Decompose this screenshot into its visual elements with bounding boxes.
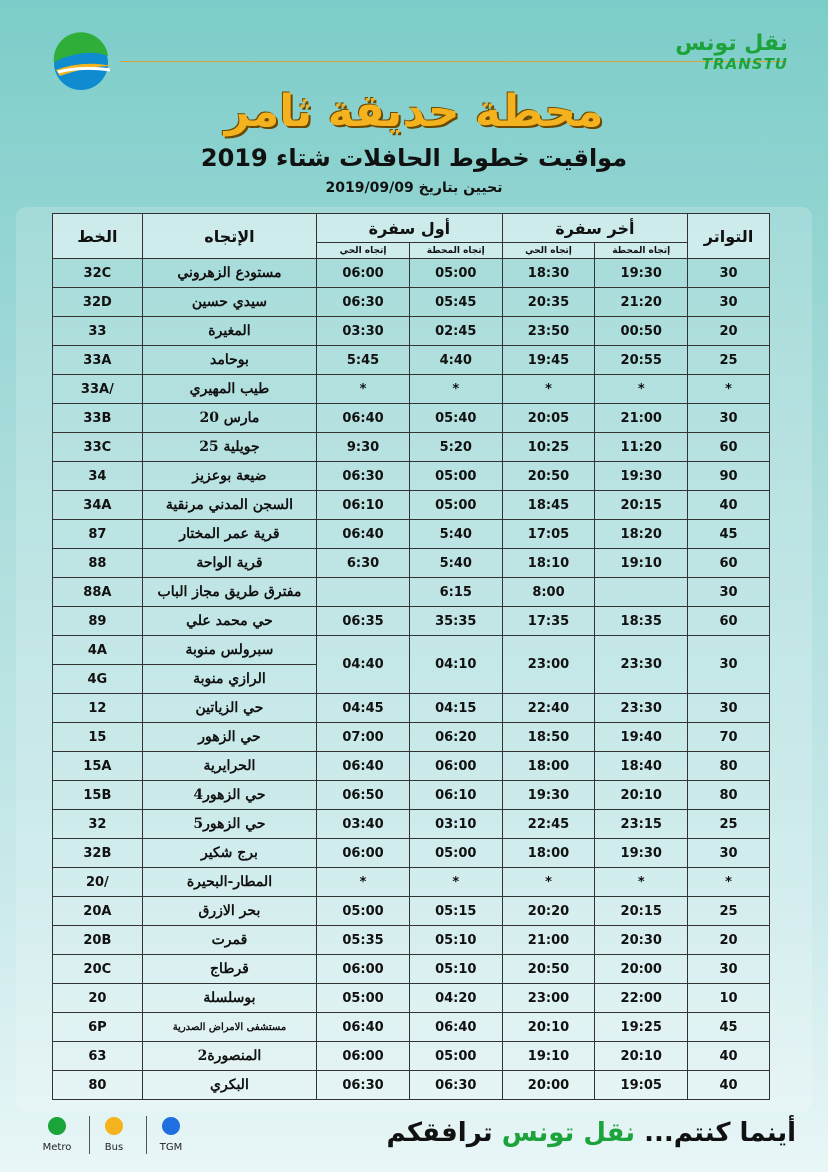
last-to-station: 21:20 [595,288,688,317]
last-to-district: 18:45 [502,491,595,520]
update-date-line [0,180,828,196]
first-to-district: 06:00 [317,955,410,984]
line-code: 80 [53,1071,143,1100]
first-to-station: 6:15 [409,578,502,607]
slogan-start: أينما كنتم... [644,1118,796,1148]
first-to-district: 06:50 [317,781,410,810]
line-code: 63 [53,1042,143,1071]
direction-name: حي محمد علي [142,607,316,636]
last-to-district: 22:45 [502,810,595,839]
last-to-district: 20:05 [502,404,595,433]
first-to-district: 04:45 [317,694,410,723]
line-code: 32D [53,288,143,317]
direction-name: حي الزياتين [142,694,316,723]
line-code: 20 [53,984,143,1013]
table-row [53,520,770,549]
line-code: 34 [53,462,143,491]
last-to-district: 23:00 [502,636,595,694]
table-row [53,839,770,868]
first-to-station: 05:00 [409,1042,502,1071]
frequency: 25 [688,346,770,375]
frequency: 45 [688,1013,770,1042]
first-to-district: 06:35 [317,607,410,636]
header-first-trip: أول سفرة [317,214,502,243]
line-code: 89 [53,607,143,636]
header-last-to-district: إتجاه الحي [502,243,595,259]
table-row [53,984,770,1013]
first-to-district: 06:40 [317,1013,410,1042]
first-to-district: 06:40 [317,752,410,781]
last-to-district: 18:00 [502,752,595,781]
first-to-district: 06:40 [317,520,410,549]
first-to-district: 06:10 [317,491,410,520]
last-to-station: 20:30 [595,926,688,955]
table-row [53,1071,770,1100]
direction-name: جويلية 25 [142,433,316,462]
frequency: 30 [688,636,770,694]
table-row [53,259,770,288]
frequency: 30 [688,288,770,317]
direction-name: مارس 20 [142,404,316,433]
line-code: 87 [53,520,143,549]
table-row [53,1042,770,1071]
transport-modes [36,1112,236,1162]
timetable-body-a [53,259,770,636]
last-to-district: 10:25 [502,433,595,462]
direction-name: البكري [142,1071,316,1100]
table-row [53,897,770,926]
first-to-district: 05:00 [317,897,410,926]
first-to-district: 03:40 [317,810,410,839]
header-first-to-district: إتجاه الحي [317,243,410,259]
last-to-station: 23:30 [595,694,688,723]
last-to-district: * [502,375,595,404]
first-to-station: 06:20 [409,723,502,752]
table-row [53,433,770,462]
first-to-station: 04:15 [409,694,502,723]
direction-name: الرازي منوبة [142,665,316,694]
slogan [387,1118,796,1148]
last-to-station: * [595,375,688,404]
first-to-district: * [317,375,410,404]
last-to-station: 18:40 [595,752,688,781]
line-code: 6P [53,1013,143,1042]
line-code: 34A [53,491,143,520]
last-to-station: 20:10 [595,1042,688,1071]
frequency: 40 [688,1042,770,1071]
last-to-district: 20:50 [502,955,595,984]
last-to-station: 19:30 [595,839,688,868]
frequency: 30 [688,578,770,607]
first-to-district: 06:30 [317,288,410,317]
table-row [53,752,770,781]
line-code: 33A/ [53,375,143,404]
line-code: 33C [53,433,143,462]
last-to-station: 23:15 [595,810,688,839]
table-row [53,810,770,839]
first-to-station: 02:45 [409,317,502,346]
last-to-district: 18:50 [502,723,595,752]
last-to-station: 23:30 [595,636,688,694]
header-direction: الإتجاه [142,214,316,259]
table-row [53,288,770,317]
header-last-to-station: إتجاه المحطة [595,243,688,259]
direction-name: مستودع الزهروني [142,259,316,288]
first-to-station: 5:20 [409,433,502,462]
direction-name: الحرايرية [142,752,316,781]
line-code: 88A [53,578,143,607]
line-code: 20B [53,926,143,955]
first-to-district: 06:00 [317,839,410,868]
frequency: 30 [688,404,770,433]
direction-name: حي الزهور5 [142,810,316,839]
last-to-station: 18:35 [595,607,688,636]
first-to-station: * [409,375,502,404]
tgm-dot-icon [162,1117,180,1135]
update-date: 2019/09/09 [325,180,414,196]
last-to-district: 19:45 [502,346,595,375]
first-to-district: 05:35 [317,926,410,955]
first-to-district: * [317,868,410,897]
last-to-district: 8:00 [502,578,595,607]
first-to-station: 05:00 [409,839,502,868]
timetable [52,213,770,1100]
table-row [53,607,770,636]
table-row [53,955,770,984]
frequency: 80 [688,781,770,810]
last-to-station: 22:00 [595,984,688,1013]
first-to-district: 04:40 [317,636,410,694]
first-to-station: 04:20 [409,984,502,1013]
direction-name: السجن المدني مرنقية [142,491,316,520]
first-to-district: 06:00 [317,1042,410,1071]
page-title: محطة حديقة ثامر [224,86,604,137]
frequency: 60 [688,549,770,578]
last-to-district: 17:05 [502,520,595,549]
first-to-station: 35:35 [409,607,502,636]
first-to-station: 05:45 [409,288,502,317]
last-to-station: 19:25 [595,1013,688,1042]
frequency: 60 [688,433,770,462]
header-frequency: التواتر [688,214,770,259]
first-to-district: 5:45 [317,346,410,375]
direction-name: حي الزهور [142,723,316,752]
frequency: 30 [688,694,770,723]
table-row [53,375,770,404]
direction-name: سيدي حسين [142,288,316,317]
line-code: 33B [53,404,143,433]
first-to-station: 06:40 [409,1013,502,1042]
line-code: 15A [53,752,143,781]
direction-name: بحر الازرق [142,897,316,926]
first-to-station: 4:40 [409,346,502,375]
last-to-district: 23:50 [502,317,595,346]
frequency: 20 [688,926,770,955]
first-to-station: 5:40 [409,520,502,549]
slogan-brand: نقل تونس [501,1118,636,1148]
table-row [53,491,770,520]
table-row [53,462,770,491]
line-code: 32 [53,810,143,839]
first-to-station: 05:40 [409,404,502,433]
line-code: 20/ [53,868,143,897]
direction-name: بوحامد [142,346,316,375]
last-to-station: 20:15 [595,491,688,520]
first-to-station: 05:00 [409,491,502,520]
line-code: 4A [53,636,143,665]
line-code: 32B [53,839,143,868]
frequency: 25 [688,897,770,926]
last-to-district: 19:30 [502,781,595,810]
first-to-district: 07:00 [317,723,410,752]
last-to-station: * [595,868,688,897]
frequency: 80 [688,752,770,781]
first-to-station: 06:00 [409,752,502,781]
timetable-merged [53,636,770,694]
first-to-station: 05:10 [409,926,502,955]
last-to-station: 18:20 [595,520,688,549]
line-code: 33 [53,317,143,346]
brand-wordmark [675,32,788,72]
table-row [53,694,770,723]
last-to-district: 19:10 [502,1042,595,1071]
last-to-station: 20:00 [595,955,688,984]
frequency: 45 [688,520,770,549]
frequency: 30 [688,955,770,984]
last-to-station: 20:15 [595,897,688,926]
first-to-district: 05:00 [317,984,410,1013]
bus-label: Bus [104,1142,124,1153]
last-to-district: 18:10 [502,549,595,578]
line-code: 20C [53,955,143,984]
last-to-district: 20:00 [502,1071,595,1100]
table-row [53,723,770,752]
first-to-station: 06:10 [409,781,502,810]
first-to-station: 04:10 [409,636,502,694]
direction-name: مفترق طريق مجاز الباب [142,578,316,607]
last-to-station: 19:10 [595,549,688,578]
frequency: 25 [688,810,770,839]
first-to-district: 06:00 [317,259,410,288]
last-to-station: 20:55 [595,346,688,375]
direction-name: المغيرة [142,317,316,346]
first-to-station: 05:10 [409,955,502,984]
update-label: تحيين بتاريخ [418,180,503,196]
first-to-station: 05:00 [409,462,502,491]
first-to-district: 6:30 [317,549,410,578]
last-to-district: 20:50 [502,462,595,491]
direction-name: قرية عمر المختار [142,520,316,549]
first-to-district: 9:30 [317,433,410,462]
last-to-district: 20:10 [502,1013,595,1042]
first-to-station: 05:00 [409,259,502,288]
line-code: 4G [53,665,143,694]
last-to-station: 20:10 [595,781,688,810]
direction-name: المطار-البحيرة [142,868,316,897]
table-row [53,549,770,578]
last-to-station: 19:40 [595,723,688,752]
first-to-district: 06:30 [317,462,410,491]
header-first-to-station: إتجاه المحطة [409,243,502,259]
slogan-end: ترافقكم [386,1118,493,1148]
direction-name: مستشفى الامراض الصدرية [142,1013,316,1042]
direction-name: ضيعة بوعزيز [142,462,316,491]
timetable-body-b [53,694,770,1100]
line-code: 15 [53,723,143,752]
last-to-district: 20:35 [502,288,595,317]
last-to-district: 23:00 [502,984,595,1013]
frequency: 10 [688,984,770,1013]
table-row [53,781,770,810]
line-code: 32C [53,259,143,288]
direction-name: طيب المهيري [142,375,316,404]
frequency: 70 [688,723,770,752]
table-row [53,868,770,897]
first-to-district: 03:30 [317,317,410,346]
frequency: 40 [688,1071,770,1100]
first-to-station: * [409,868,502,897]
frequency: 40 [688,491,770,520]
frequency: 90 [688,462,770,491]
direction-name: قرطاج [142,955,316,984]
header-last-trip: أخر سفرة [502,214,687,243]
table-row [53,926,770,955]
frequency: 60 [688,607,770,636]
tgm-label: TGM [159,1142,183,1153]
direction-name: قمرت [142,926,316,955]
header-line: الخط [53,214,143,259]
metro-dot-icon [48,1117,66,1135]
first-to-district: 06:40 [317,404,410,433]
frequency: 30 [688,839,770,868]
last-to-station: 00:50 [595,317,688,346]
first-to-station: 03:10 [409,810,502,839]
line-code: 33A [53,346,143,375]
table-row [53,317,770,346]
line-code: 12 [53,694,143,723]
last-to-station: 19:30 [595,259,688,288]
frequency: * [688,868,770,897]
direction-name: قرية الواحة [142,549,316,578]
first-to-district: 06:30 [317,1071,410,1100]
last-to-district: * [502,868,595,897]
frequency: 30 [688,259,770,288]
last-to-district: 20:20 [502,897,595,926]
first-to-district [317,578,410,607]
last-to-district: 18:30 [502,259,595,288]
line-code: 15B [53,781,143,810]
table-row [53,1013,770,1042]
direction-name: المنصورة2 [142,1042,316,1071]
frequency: 20 [688,317,770,346]
table-row [53,346,770,375]
first-to-station: 05:15 [409,897,502,926]
line-code: 88 [53,549,143,578]
last-to-station: 21:00 [595,404,688,433]
last-to-district: 22:40 [502,694,595,723]
last-to-district: 18:00 [502,839,595,868]
last-to-district: 21:00 [502,926,595,955]
brand-arabic: نقل تونس [675,31,788,56]
table-row [53,404,770,433]
line-code: 20A [53,897,143,926]
brand-latin: TRANSTU [701,55,788,73]
direction-name: بوسلسلة [142,984,316,1013]
last-to-station [595,578,688,607]
direction-name: برج شكير [142,839,316,868]
table-row [53,636,770,665]
last-to-station: 19:05 [595,1071,688,1100]
direction-name: حي الزهور4 [142,781,316,810]
last-to-district: 17:35 [502,607,595,636]
first-to-station: 5:40 [409,549,502,578]
first-to-station: 06:30 [409,1071,502,1100]
last-to-station: 11:20 [595,433,688,462]
last-to-station: 19:30 [595,462,688,491]
direction-name: سبرولس منوبة [142,636,316,665]
metro-label: Metro [42,1142,72,1153]
table-row [53,578,770,607]
bus-dot-icon [105,1117,123,1135]
frequency: * [688,375,770,404]
page-subtitle: مواقيت خطوط الحافلات شتاء 2019 [200,144,628,172]
